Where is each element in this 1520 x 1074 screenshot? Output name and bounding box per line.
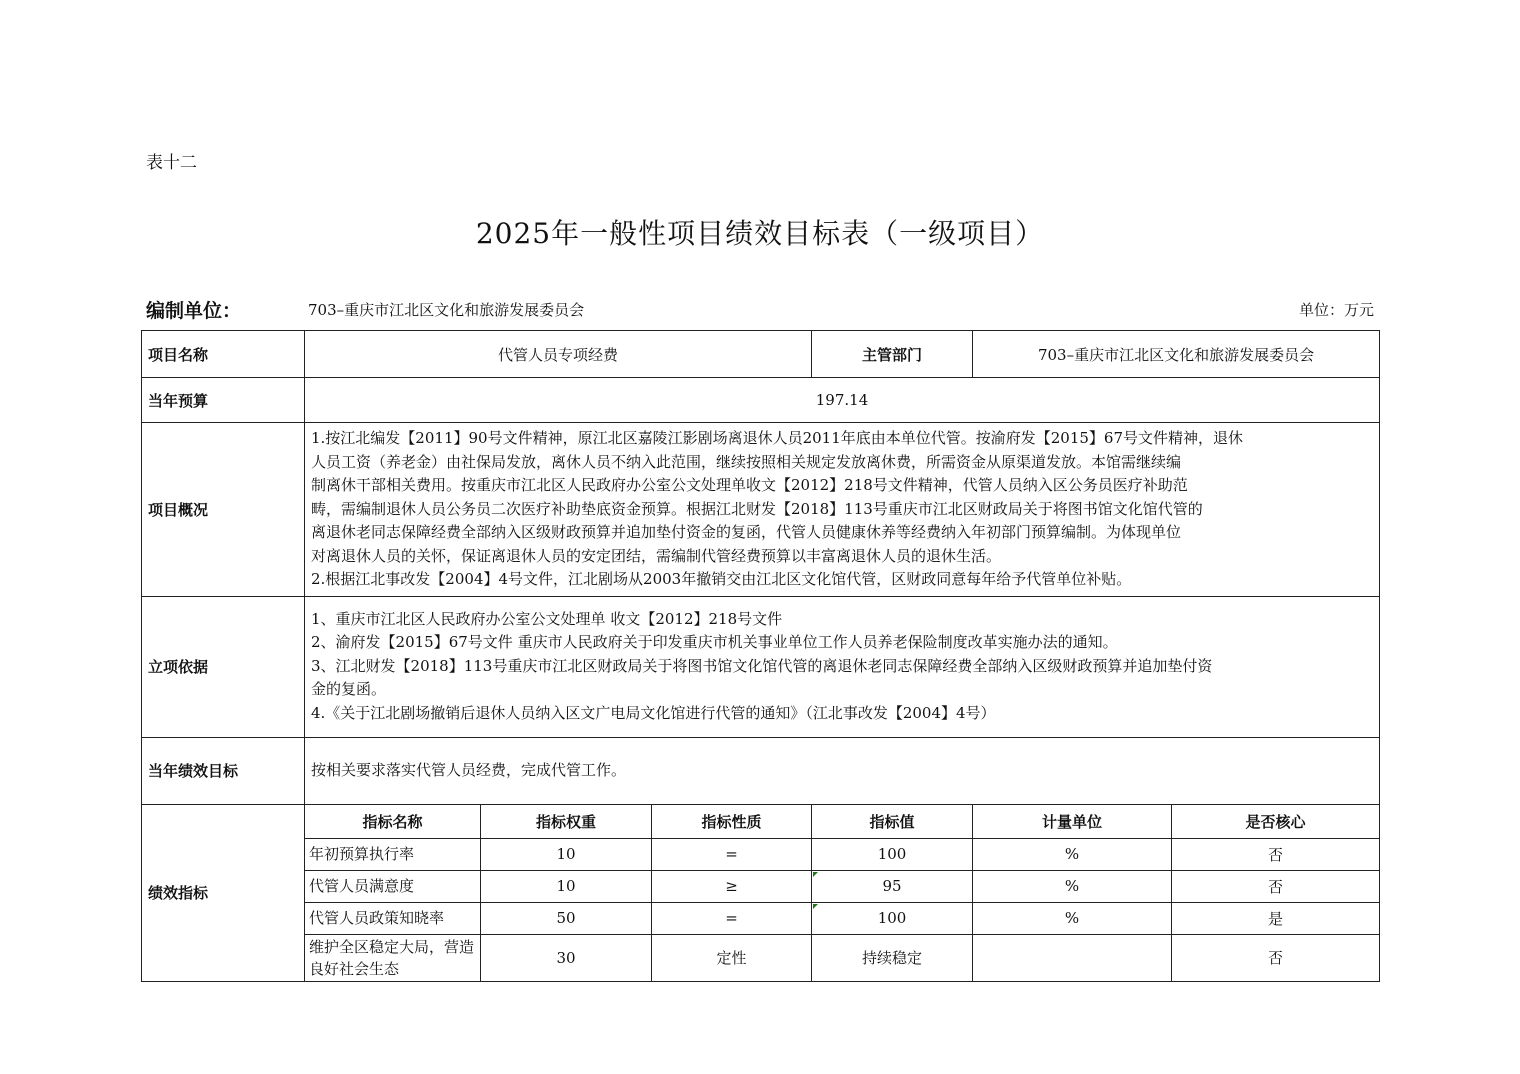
indicator-core: 否 [1172, 934, 1380, 981]
overview-line: 畴，需编制退休人员公务员二次医疗补助垫底资金预算。根据江北财发【2018】113号重庆市江北区财政局关于将图书馆文化馆代管的 [311, 499, 1203, 518]
overview-line: 对离退休人员的关怀，保证离退休人员的安定团结，需编制代管经费预算以丰富离退休人员的退休生活。 [311, 546, 1002, 565]
document-title: 2025年一般性项目绩效目标表（一级项目） [475, 217, 1045, 250]
overview-line: 1.按江北编发【2011】90号文件精神，原江北区嘉陵江影剧场离退休人员2011年底由本单位代管。按渝府发【2015】67号文件精神，退休 [311, 429, 1244, 447]
indicator-core: 否 [1172, 870, 1380, 902]
indicator-name: 年初预算执行率 [305, 838, 481, 870]
indicator-name: 维护全区稳定大局，营造良好社会生态 [305, 934, 481, 981]
budget-value: 197.14 [305, 378, 1380, 423]
indicator-core: 否 [1172, 838, 1380, 870]
basis-line: 2、渝府发【2015】67号文件 重庆市人民政府关于印发重庆市机关事业单位工作人员养老保险制度改革实施办法的通知。 [311, 633, 1118, 652]
goal-row [142, 737, 1380, 804]
indicator-row [142, 934, 1380, 981]
basis-row [142, 596, 1380, 737]
indicator-nature: = [652, 838, 812, 870]
header-indicator-name: 指标名称 [305, 804, 481, 838]
indicator-name: 代管人员政策知晓率 [305, 902, 481, 934]
overview-label: 项目概况 [142, 423, 305, 597]
indicator-unit [973, 934, 1172, 981]
basis-line: 4.《关于江北剧场撤销后退休人员纳入区文广电局文化馆进行代管的通知》（江北事改发【2004】4号） [311, 703, 996, 722]
header-is-core: 是否核心 [1172, 804, 1380, 838]
indicator-weight: 10 [481, 838, 652, 870]
basis-text [305, 596, 1380, 737]
indicator-value: 100 [812, 838, 973, 870]
indicator-unit: % [973, 838, 1172, 870]
indicator-unit: % [973, 902, 1172, 934]
compiling-unit-label: 编制单位： [146, 300, 242, 322]
project-name-value: 代管人员专项经费 [305, 331, 812, 378]
overview-line: 人员工资（养老金）由社保局发放，离休人员不纳入此范围，继续按照相关规定发放离休费，所需资金从原渠道发放。本馆需继续编 [311, 452, 1182, 471]
indicator-nature: = [652, 902, 812, 934]
indicator-value: 100 [812, 902, 973, 934]
overview-line: 2.根据江北事改发【2004】4号文件，江北剧场从2003年撤销交由江北区文化馆代管，区财政同意每年给予代管单位补贴。 [311, 570, 1132, 588]
indicator-weight: 50 [481, 902, 652, 934]
budget-row [142, 378, 1380, 423]
indicators-label: 绩效指标 [142, 804, 305, 981]
basis-line: 1、重庆市江北区人民政府办公室公文处理单 收文【2012】218号文件 [311, 609, 783, 628]
header-indicator-value: 指标值 [812, 804, 973, 838]
currency-unit: 单位：万元 [1298, 301, 1374, 319]
overview-line: 制离休干部相关费用。按重庆市江北区人民政府办公室公文处理单收文【2012】218号文件精神，代管人员纳入区公务员医疗补助范 [311, 476, 1188, 494]
indicator-weight: 10 [481, 870, 652, 902]
header-measure-unit: 计量单位 [973, 804, 1172, 838]
overview-line: 离退休老同志保障经费全部纳入区级财政预算并追加垫付资金的复函，代管人员健康休养等经费纳入年初部门预算编制。为体现单位 [311, 523, 1182, 541]
dept-label: 主管部门 [812, 331, 973, 378]
budget-label: 当年预算 [142, 378, 305, 423]
indicator-nature: ≥ [652, 870, 812, 902]
indicator-value: 持续稳定 [812, 934, 973, 981]
indicator-weight: 30 [481, 934, 652, 981]
indicator-nature: 定性 [652, 934, 812, 981]
basis-label: 立项依据 [142, 596, 305, 737]
indicator-name: 代管人员满意度 [305, 870, 481, 902]
overview-row [142, 423, 1380, 597]
overview-text [305, 423, 1380, 597]
dept-value: 703–重庆市江北区文化和旅游发展委员会 [973, 331, 1380, 378]
indicator-row [142, 902, 1380, 934]
header-indicator-weight: 指标权重 [481, 804, 652, 838]
project-name-label: 项目名称 [142, 331, 305, 378]
header-indicator-nature: 指标性质 [652, 804, 812, 838]
indicator-value: 95 [812, 870, 973, 902]
basis-line: 3、江北财发【2018】113号重庆市江北区财政局关于将图书馆文化馆代管的离退休老同志保障经费全部纳入区级财政预算并追加垫付资 [311, 656, 1213, 675]
indicator-unit: % [973, 870, 1172, 902]
indicator-row [142, 870, 1380, 902]
performance-target-table [141, 330, 1380, 982]
indicator-row [142, 838, 1380, 870]
goal-value: 按相关要求落实代管人员经费，完成代管工作。 [305, 737, 1380, 804]
table-number-label: 表十二 [146, 153, 197, 173]
goal-label: 当年绩效目标 [142, 737, 305, 804]
basis-line: 金的复函。 [311, 680, 387, 699]
indicator-header-row [142, 804, 1380, 838]
compiling-unit-value: 703–重庆市江北区文化和旅游发展委员会 [308, 301, 585, 319]
project-name-row [142, 331, 1380, 378]
indicator-core: 是 [1172, 902, 1380, 934]
